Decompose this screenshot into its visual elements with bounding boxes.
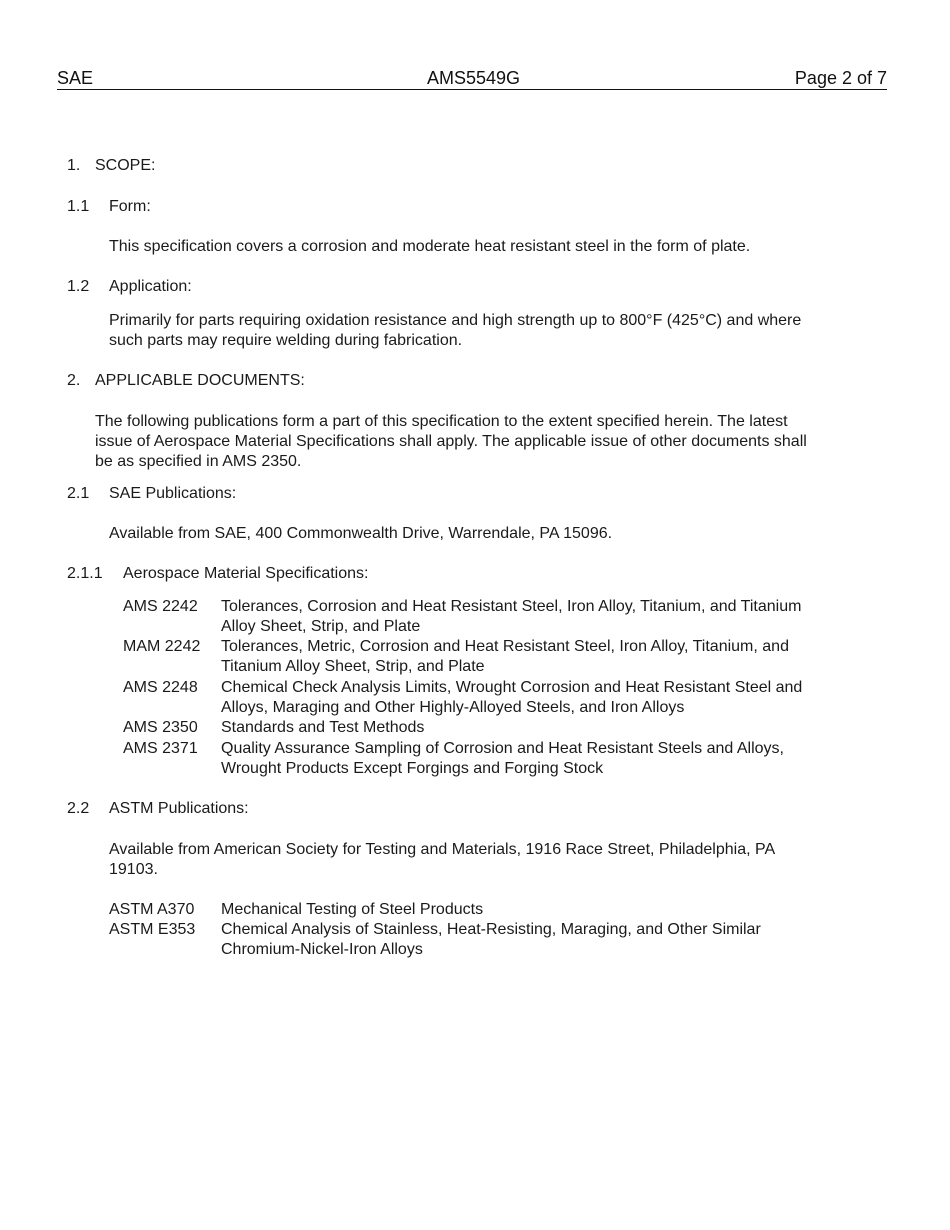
ams-spec-code: AMS 2242	[123, 598, 198, 615]
section-2-1-1-number: 2.1.1	[67, 565, 103, 582]
ams-spec-title-line1: Tolerances, Corrosion and Heat Resistant Steel, Iron Alloy, Titanium, and Titanium	[221, 598, 802, 615]
section-1-2-title: Application:	[109, 278, 192, 295]
astm-spec-code: ASTM A370	[109, 901, 195, 918]
section-2-text-line1: The following publications form a part of this specification to the extent specified herein. The latest	[95, 413, 788, 430]
ams-spec-title-line1: Tolerances, Metric, Corrosion and Heat Resistant Steel, Iron Alloy, Titanium, and	[221, 638, 789, 655]
ams-spec-code: AMS 2248	[123, 679, 198, 696]
page-header	[57, 68, 887, 90]
section-1-1-text: This specification covers a corrosion and moderate heat resistant steel in the form of plate.	[109, 238, 751, 255]
section-2-2-number: 2.2	[67, 800, 90, 817]
section-2-1-1-title: Aerospace Material Specifications:	[123, 565, 369, 582]
section-2-title: APPLICABLE DOCUMENTS:	[95, 372, 305, 389]
section-2-number: 2.	[67, 372, 81, 389]
section-2-2-title: ASTM Publications:	[109, 800, 249, 817]
ams-spec-code: MAM 2242	[123, 638, 201, 655]
section-1-2-text-line2: such parts may require welding during fabrication.	[109, 332, 463, 349]
section-1-2-number: 1.2	[67, 278, 90, 295]
section-2-text-line2: issue of Aerospace Material Specifications shall apply. The applicable issue of other documents shall	[95, 433, 807, 450]
section-2-1-title: SAE Publications:	[109, 485, 237, 502]
section-1-number: 1.	[67, 157, 81, 174]
ams-spec-title-line1: Standards and Test Methods	[221, 719, 425, 736]
ams-spec-title-line2: Titanium Alloy Sheet, Strip, and Plate	[221, 658, 485, 675]
section-2-1-text: Available from SAE, 400 Commonwealth Drive, Warrendale, PA 15096.	[109, 525, 613, 542]
astm-spec-title-line1: Mechanical Testing of Steel Products	[221, 901, 484, 918]
section-1-1-title: Form:	[109, 198, 151, 215]
section-1-1-number: 1.1	[67, 198, 90, 215]
section-2-1-number: 2.1	[67, 485, 90, 502]
header-doc-number: AMS5549G	[427, 68, 521, 88]
astm-spec-code: ASTM E353	[109, 921, 196, 938]
section-2-2-text-line1: Available from American Society for Testing and Materials, 1916 Race Street, Philadelphia, PA	[109, 841, 776, 858]
ams-spec-title-line1: Quality Assurance Sampling of Corrosion and Heat Resistant Steels and Alloys,	[221, 740, 784, 757]
ams-spec-title-line2: Wrought Products Except Forgings and Forging Stock	[221, 760, 604, 777]
header-page-number: Page 2 of 7	[794, 68, 887, 88]
section-2-text-line3: be as specified in AMS 2350.	[95, 453, 302, 470]
section-1-title: SCOPE:	[95, 157, 156, 174]
astm-spec-title-line1: Chemical Analysis of Stainless, Heat-Resisting, Maraging, and Other Similar	[221, 921, 761, 938]
ams-spec-title-line1: Chemical Check Analysis Limits, Wrought Corrosion and Heat Resistant Steel and	[221, 679, 803, 696]
section-1-2-text-line1: Primarily for parts requiring oxidation resistance and high strength up to 800°F (425°C) and where	[109, 312, 802, 329]
ams-spec-title-line2: Alloys, Maraging and Other Highly-Alloyed Steels, and Iron Alloys	[221, 699, 685, 716]
ams-spec-code: AMS 2350	[123, 719, 198, 736]
header-org: SAE	[57, 68, 94, 88]
section-2-2-text-line2: 19103.	[109, 861, 158, 878]
astm-spec-title-line2: Chromium-Nickel-Iron Alloys	[221, 941, 423, 958]
ams-spec-title-line2: Alloy Sheet, Strip, and Plate	[221, 618, 421, 635]
ams-spec-code: AMS 2371	[123, 740, 198, 757]
